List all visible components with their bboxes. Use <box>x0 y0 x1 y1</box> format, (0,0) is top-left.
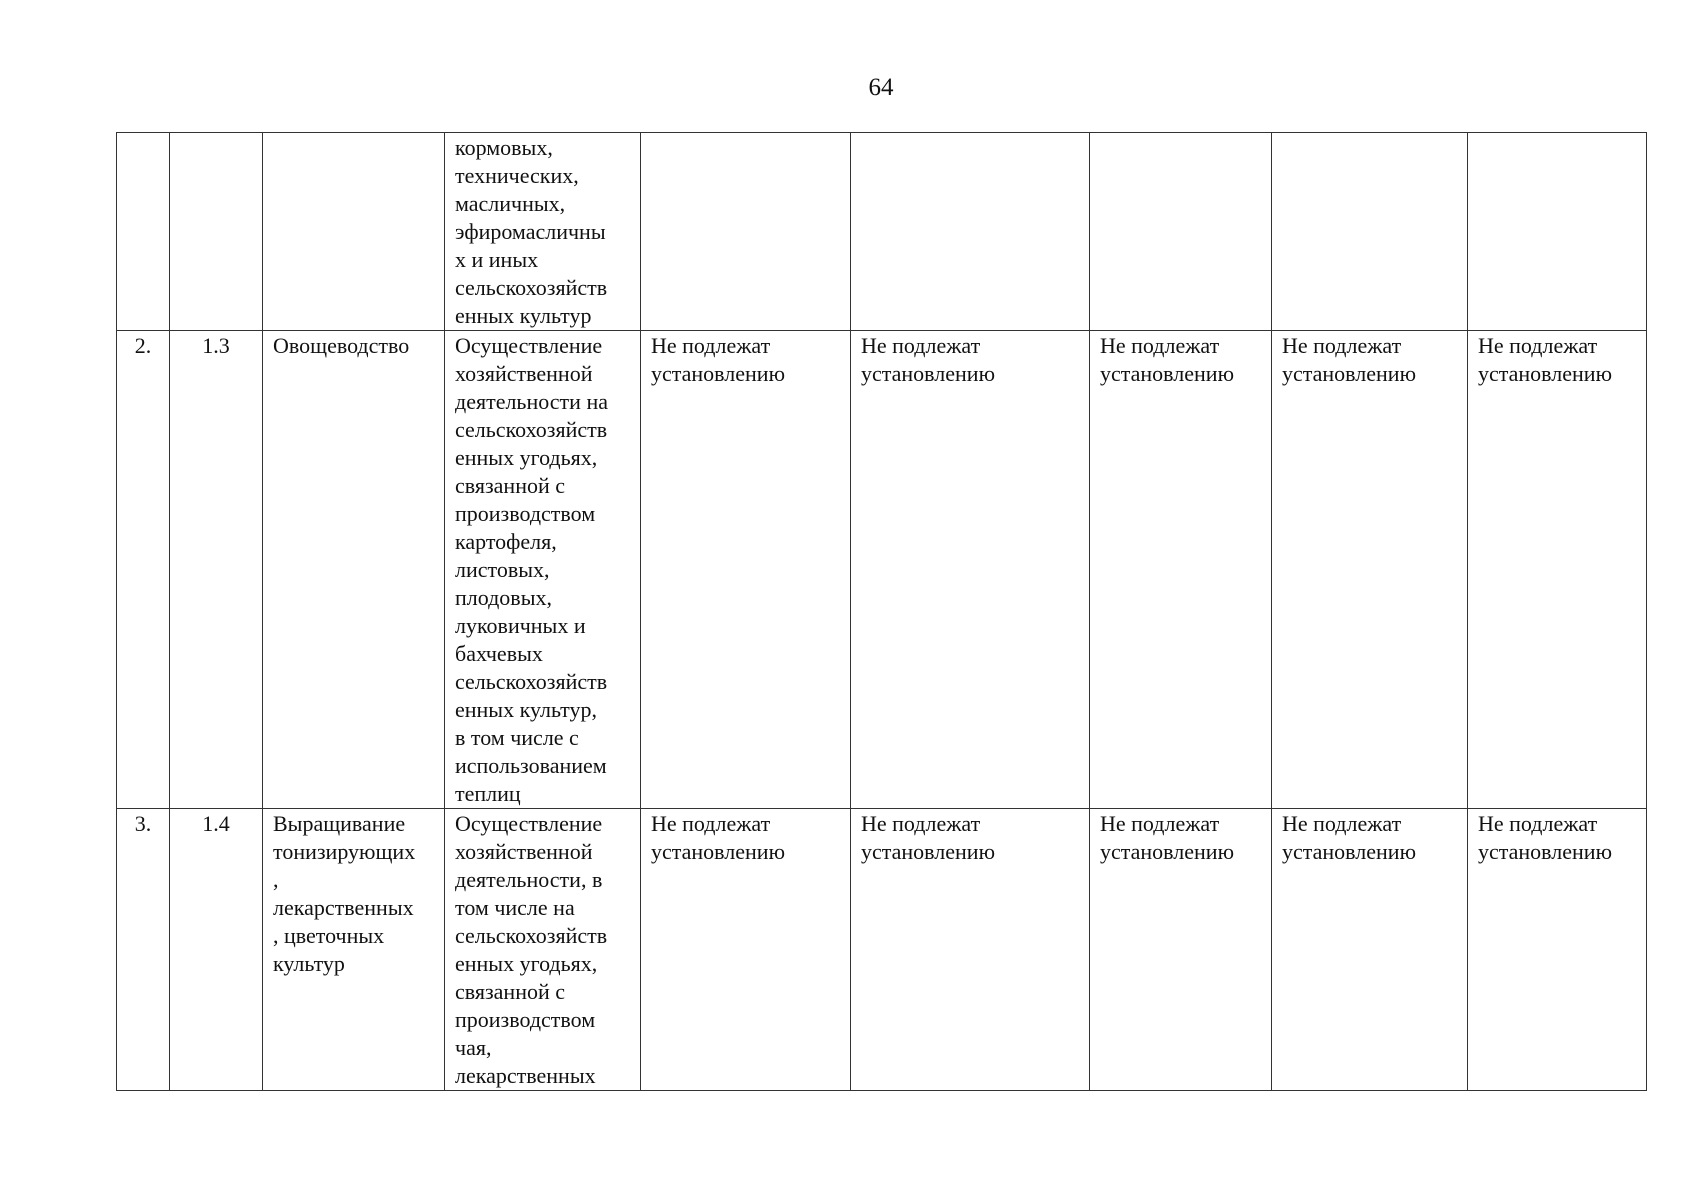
parameter-cell: Не подлежат установлению <box>641 331 851 809</box>
land-use-table <box>116 132 1647 1091</box>
parameter-cell: Не подлежат установлению <box>851 331 1090 809</box>
parameter-cell: Не подлежат установлению <box>1468 331 1647 809</box>
parameter-cell: Не подлежат установлению <box>1090 331 1272 809</box>
code-cell: 1.4 <box>170 809 263 1091</box>
parameter-cell: Не подлежат установлению <box>641 809 851 1091</box>
parameter-cell: Не подлежат установлению <box>1468 809 1647 1091</box>
use-description-cell: кормовых, технических, масличных, эфиромасличны х и иных сельскохозяйств енных культур <box>445 133 641 331</box>
use-description-cell: Осуществление хозяйственной деятельности на сельскохозяйств енных угодьях, связанной с производством картофеля, листовых, плодовых, луковичных и бахчевых сельскохозяйств енных культур, в том числе с использованием теплиц <box>445 331 641 809</box>
row-number-cell <box>117 133 170 331</box>
parameter-cell: Не подлежат установлению <box>1090 809 1272 1091</box>
parameter-cell: Не подлежат установлению <box>1272 331 1468 809</box>
use-name-cell: Выращивание тонизирующих , лекарственных , цветочных культур <box>263 809 445 1091</box>
parameter-cell: Не подлежат установлению <box>1272 809 1468 1091</box>
row-number-cell: 2. <box>117 331 170 809</box>
parameter-cell: Не подлежат установлению <box>851 809 1090 1091</box>
row-number-cell: 3. <box>117 809 170 1091</box>
use-name-cell: Овощеводство <box>263 331 445 809</box>
parameter-cell <box>851 133 1090 331</box>
table-row <box>117 809 1647 1091</box>
use-description-cell: Осуществление хозяйственной деятельности, в том числе на сельскохозяйств енных угодьях, связанной с производством чая, лекарственных <box>445 809 641 1091</box>
parameter-cell <box>1090 133 1272 331</box>
code-cell <box>170 133 263 331</box>
table-row <box>117 133 1647 331</box>
use-name-cell <box>263 133 445 331</box>
code-cell: 1.3 <box>170 331 263 809</box>
parameter-cell <box>641 133 851 331</box>
table-row <box>117 331 1647 809</box>
parameter-cell <box>1468 133 1647 331</box>
page-number: 64 <box>868 74 894 101</box>
parameter-cell <box>1272 133 1468 331</box>
